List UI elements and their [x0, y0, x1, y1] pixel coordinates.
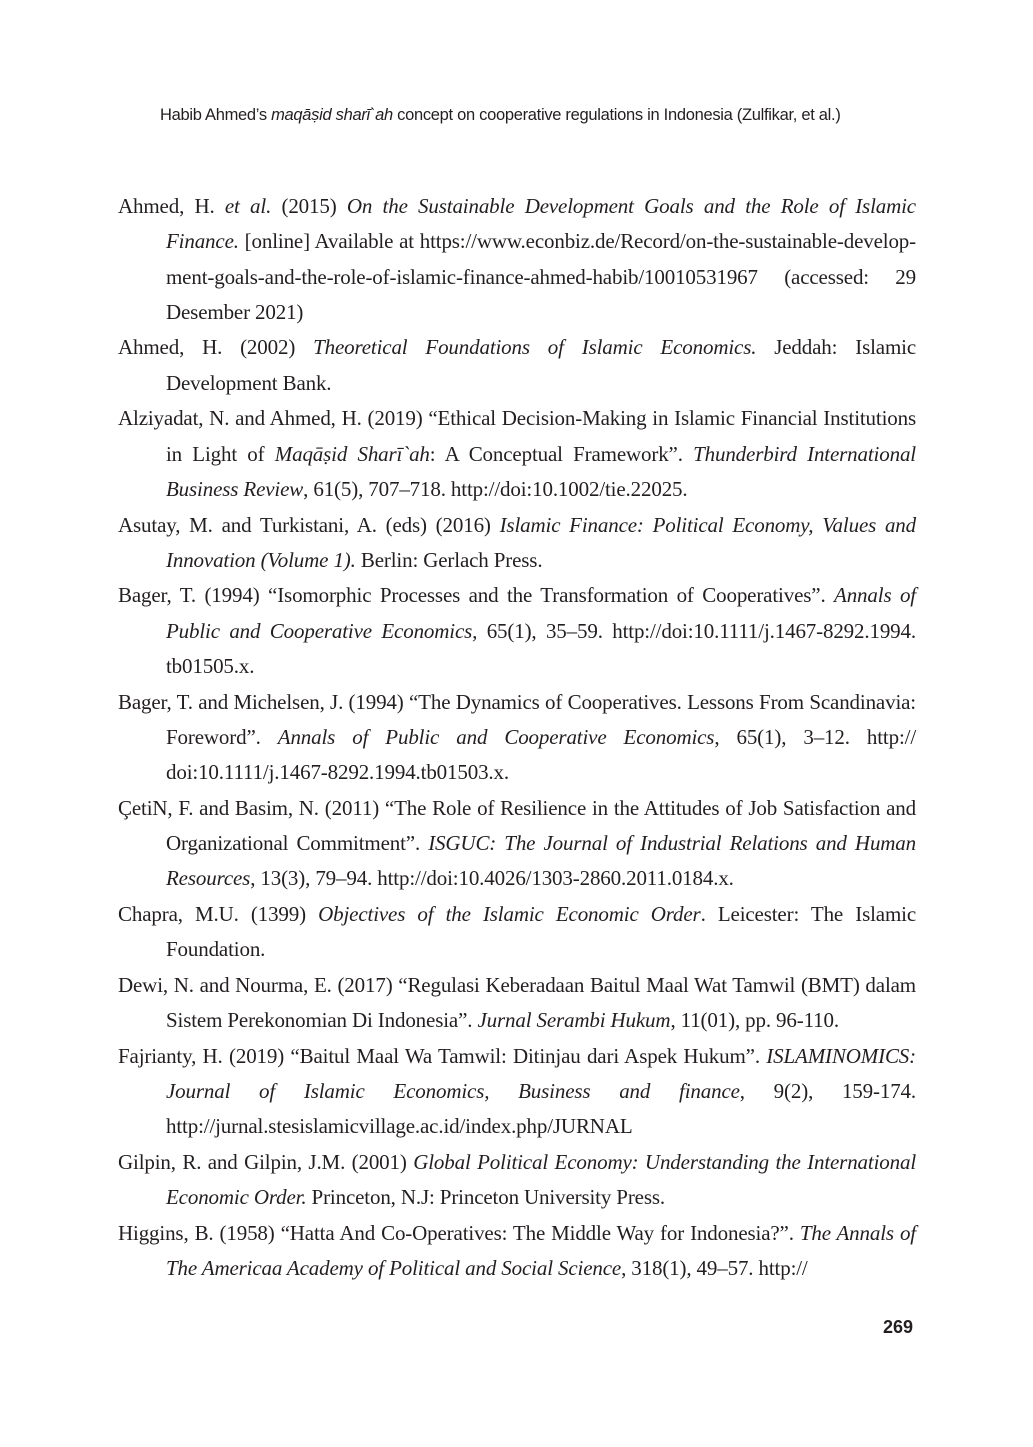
reference-text-segment: , 13(3), 79–94. http://doi:10.4026/1303-2860.2011.0184.x. — [250, 866, 734, 891]
reference-text-segment: Bager, T. (1994) “Isomorphic Processes and the Transformation of Cooperatives”. — [118, 583, 835, 608]
reference-text-segment: 65(1), 35–59. http://doi:10.1111/j.1467-8292.1994. tb01505.x. — [166, 618, 916, 679]
reference-text-segment: Bager, T. and Michelsen, J. (1994) “The Dynamics of Cooperatives. Lessons From Scandinavia: Foreword”. — [118, 689, 916, 749]
header-prefix: Habib Ahmed’s — [160, 106, 272, 124]
reference-italic-segment: Jurnal Serambi Hukum — [477, 1008, 671, 1033]
reference-entry — [118, 685, 916, 791]
reference-text-segment: , 9(2), 159-174. http://jurnal.stesislamicvillage.ac.id/index.php/JURNAL — [166, 1079, 916, 1139]
reference-italic-segment: Thunderbird International Business Review — [166, 441, 916, 501]
reference-text-segment: . Leicester: The Islamic Foundation. — [166, 902, 917, 962]
reference-text-segment: [online] Available at https://www.econbiz.de/Record/on-the-sustainable-develop-ment-goals-and-the-role-of-islamic-finance-ahmed-habib/10010531967 (accessed: 29 Desember 2021) — [166, 229, 916, 324]
reference-entry — [118, 578, 916, 684]
reference-italic-segment: Annals of Public and Cooperative Economics, — [166, 583, 916, 643]
reference-text-segment: Asutay, M. and Turkistani, A. (eds) (2016) — [118, 512, 500, 537]
reference-italic-segment: Objectives of the Islamic Economic Order — [318, 902, 701, 927]
reference-entry — [118, 1039, 916, 1145]
reference-text-segment: Fajrianty, H. (2019) “Baitul Maal Wa Tamwil: Ditinjau dari Aspek Hukum”. — [118, 1043, 767, 1068]
header-italic-term: maqāṣid sharī`ah — [271, 106, 393, 124]
reference-text-segment: Berlin: Gerlach Press. — [355, 547, 543, 572]
reference-entry — [118, 401, 916, 507]
reference-entry — [118, 189, 916, 330]
header-suffix: concept on cooperative regulations in Indonesia (Zulfikar, et al.) — [392, 106, 841, 124]
reference-text-segment: Alziyadat, N. and Ahmed, H. (2019) “Ethical Decision-Making in Islamic Financial Institutions in Light of — [118, 406, 916, 466]
reference-italic-segment: ISGUC: The Journal of Industrial Relations and Human Resources — [166, 831, 917, 891]
reference-italic-segment: Theoretical Foundations of Islamic Economics. — [313, 335, 757, 360]
reference-italic-segment: Maqāṣid Sharī`ah — [274, 441, 430, 466]
reference-italic-segment: On the Sustainable Development Goals and the Role of Islamic Finance. — [166, 194, 916, 254]
reference-italic-segment: et al. — [224, 194, 272, 218]
reference-italic-segment: The Annals of The Americaa Academy of Political and Social Science — [166, 1220, 916, 1281]
reference-text-segment: , 65(1), 3–12. http:// doi:10.1111/j.1467-8292.1994.tb01503.x. — [166, 724, 917, 785]
reference-entry — [118, 330, 916, 401]
reference-text-segment: Ahmed, H. (2002) — [118, 335, 314, 360]
reference-text-segment: , 61(5), 707–718. http://doi:10.1002/tie.22025. — [303, 476, 688, 501]
reference-entry — [118, 791, 916, 897]
reference-text-segment: Princeton, N.J: Princeton University Press. — [306, 1185, 665, 1210]
reference-italic-segment: Global Political Economy: Understanding the International Economic Order. — [166, 1149, 916, 1210]
reference-entry — [118, 1216, 916, 1287]
running-header — [160, 106, 913, 125]
reference-text-segment: (2015) — [271, 194, 347, 218]
reference-entry — [118, 897, 916, 968]
reference-text-segment: ÇetiN, F. and Basim, N. (2011) “The Role of Resilience in the Attitudes of Job Satisfaction and Organizational Commitment”. — [118, 795, 916, 856]
reference-text-segment: Ahmed, H. — [118, 194, 225, 218]
reference-list — [118, 189, 916, 1287]
reference-text-segment: Gilpin, R. and Gilpin, J.M. (2001) — [118, 1149, 414, 1174]
reference-italic-segment: ISLAMINOMICS: Journal of Islamic Economics, Business and finance — [166, 1043, 916, 1104]
reference-text-segment: , 11(01), pp. 96-110. — [670, 1008, 839, 1033]
reference-text-segment: , 318(1), 49–57. http:// — [621, 1256, 808, 1281]
reference-text-segment: Dewi, N. and Nourma, E. (2017) “Regulasi Keberadaan Baitul Maal Wat Tamwil (BMT) dalam Sistem Perekonomian Di Indonesia”. — [118, 972, 916, 1033]
reference-text-segment: Jeddah: Islamic Development Bank. — [166, 335, 916, 395]
reference-entry — [118, 968, 916, 1039]
reference-entry — [118, 1145, 916, 1216]
reference-italic-segment: Annals of Public and Cooperative Economics — [277, 724, 715, 749]
reference-text-segment: Higgins, B. (1958) “Hatta And Co-Operatives: The Middle Way for Indonesia?”. — [118, 1220, 800, 1245]
reference-text-segment: Chapra, M.U. (1399) — [118, 902, 319, 927]
reference-entry — [118, 508, 916, 579]
page-number: 269 — [882, 1317, 913, 1337]
reference-italic-segment: Islamic Finance: Political Economy, Values and Innovation (Volume 1). — [166, 512, 916, 572]
reference-text-segment: : A Conceptual Framework”. — [429, 441, 694, 466]
